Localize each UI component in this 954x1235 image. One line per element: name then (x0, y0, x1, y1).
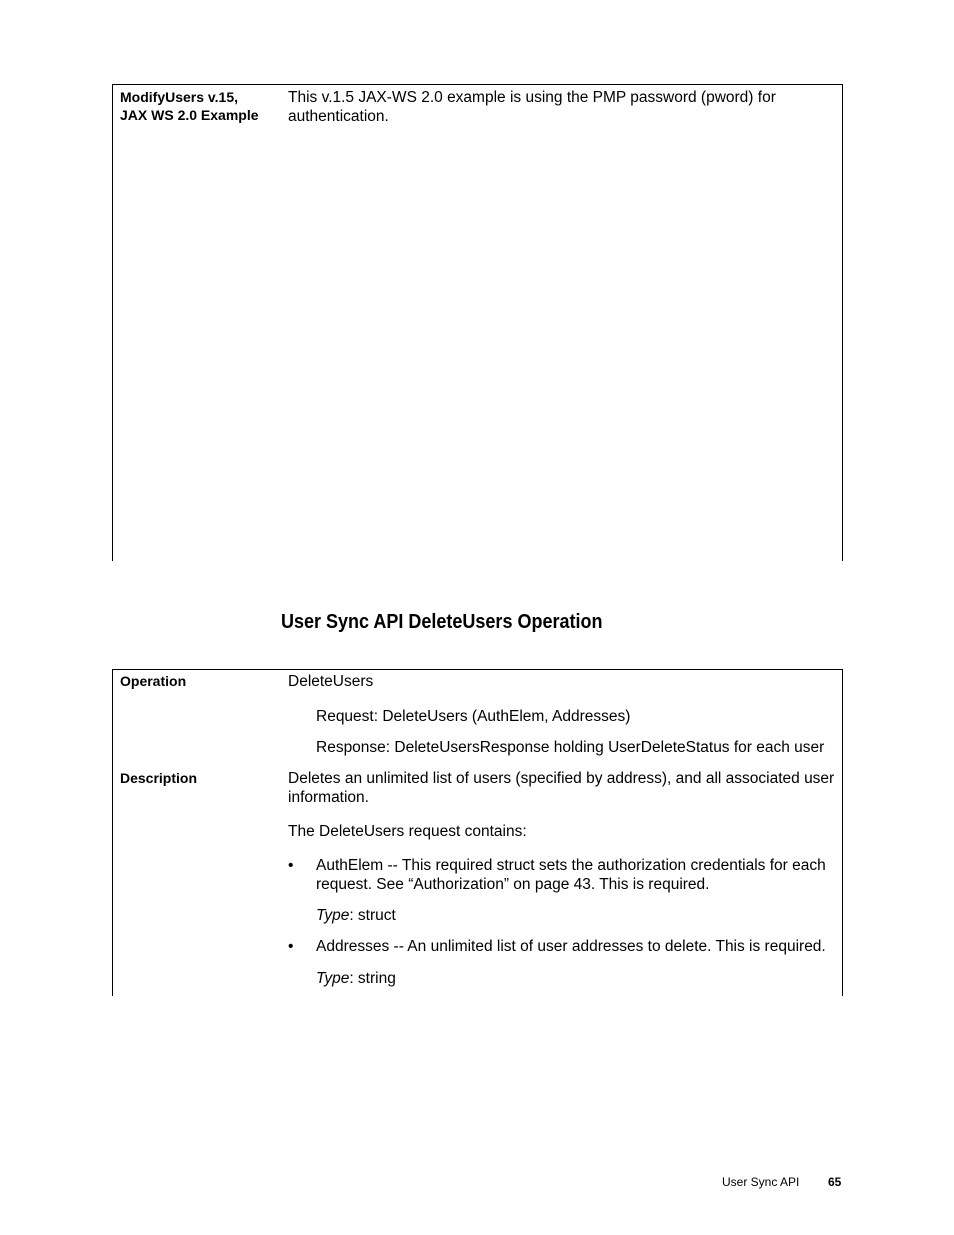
description-line1: Deletes an unlimited list of users (specified by address), and all associated user (288, 770, 835, 787)
authelem-type-label: Type (316, 907, 350, 924)
authelem-line2: request. See “Authorization” on page 43. This is required. (316, 876, 710, 893)
request-contains: The DeleteUsers request contains: (288, 823, 527, 840)
addresses-type (316, 969, 838, 988)
operation-name: DeleteUsers (288, 673, 374, 690)
bullet-addresses: • (288, 938, 294, 955)
modify-users-label (120, 88, 259, 124)
section-heading: User Sync API DeleteUsers Operation (281, 611, 603, 633)
addresses-type-label: Type (316, 970, 350, 987)
authelem-type (316, 906, 838, 925)
footer-title: User Sync API (722, 1175, 800, 1189)
modify-users-description (288, 88, 836, 126)
authelem-type-value: : struct (349, 907, 396, 924)
operation-request: Request: DeleteUsers (AuthElem, Addresses) (316, 708, 631, 725)
operation-response: Response: DeleteUsersResponse holding UserDeleteStatus for each user (316, 739, 825, 756)
modify-users-label-line1: ModifyUsers v.15, (120, 89, 239, 105)
bullet-authelem: • (288, 857, 294, 874)
authelem-line1: AuthElem -- This required struct sets the authorization credentials for each (316, 857, 826, 874)
description-label: Description (120, 770, 198, 786)
list-item-authelem (316, 856, 838, 894)
modify-users-description-line1: This v.1.5 JAX-WS 2.0 example is using the PMP password (pword) for (288, 89, 776, 106)
page-number: 65 (828, 1175, 842, 1189)
modify-users-label-line2: JAX WS 2.0 Example (120, 107, 259, 123)
addresses-type-value: : string (349, 970, 396, 987)
delete-users-table (112, 669, 843, 996)
operation-label: Operation (120, 673, 187, 689)
description-line2: information. (288, 789, 369, 806)
list-item-addresses: Addresses -- An unlimited list of user addresses to delete. This is required. (316, 938, 826, 955)
modify-users-table (112, 84, 843, 561)
modify-users-description-line2: authentication. (288, 108, 389, 125)
description-text (288, 769, 836, 807)
